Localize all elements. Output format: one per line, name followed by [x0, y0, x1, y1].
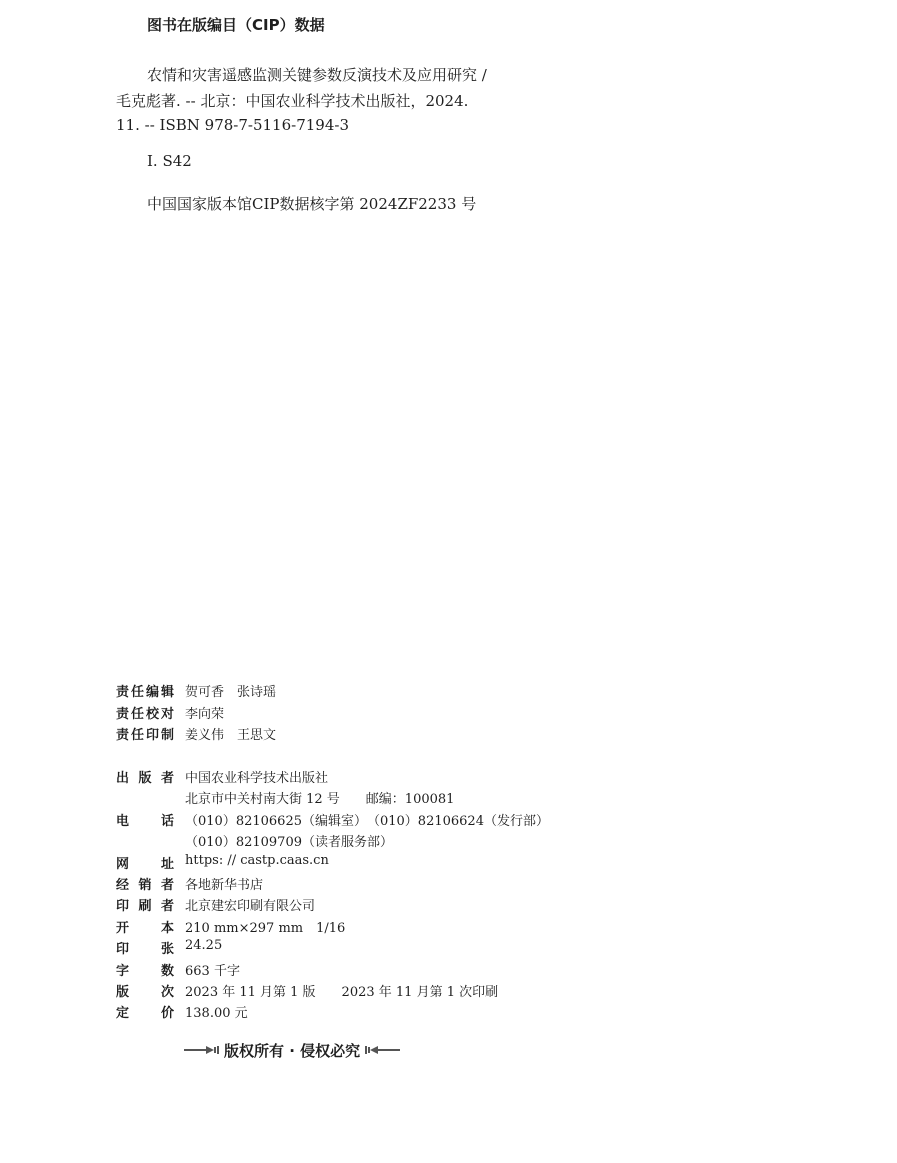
price-label: 定价	[116, 1006, 174, 1021]
copyright-text: 版权所有 · 侵权必究	[224, 1041, 361, 1060]
phone-value: （010）82106625（编辑室） （010）82106624（发行部）	[185, 814, 549, 829]
words-value: 663 千字	[185, 964, 240, 979]
distributor-label: 经销者	[116, 878, 174, 893]
edition-value: 2023 年 11 月第 1 版 2023 年 11 月第 1 次印刷	[185, 985, 499, 1000]
credit-label: 责任编辑	[116, 685, 174, 700]
words-label: 字数	[116, 964, 174, 979]
credit-value: 贺可香 张诗瑶	[185, 685, 277, 700]
printer-value: 北京建宏印刷有限公司	[185, 899, 316, 914]
sheets-label: 印张	[116, 942, 174, 957]
phone-value: （010）82109709（读者服务部）	[185, 835, 393, 850]
left-ornament-icon	[184, 1045, 220, 1055]
cip-verification-number: 中国国家版本馆CIP数据核字第 2024ZF2233 号	[147, 195, 477, 213]
format-value: 210 mm×297 mm 1/16	[185, 921, 346, 936]
copyright-line	[184, 1040, 400, 1060]
printer-label: 印刷者	[116, 899, 174, 914]
phone-label: 电话	[116, 814, 174, 829]
website-value: https: // castp.caas.cn	[185, 853, 329, 868]
cip-heading: 图书在版编目（CIP）数据	[147, 16, 325, 34]
format-label: 开本	[116, 921, 174, 936]
publisher-address: 北京市中关村南大街 12 号 邮编：100081	[185, 792, 455, 807]
edition-label: 版次	[116, 985, 174, 1000]
cip-isbn-line: 11. -- ISBN 978-7-5116-7194-3	[116, 116, 349, 134]
cip-classification: Ⅰ. S42	[147, 152, 192, 170]
distributor-value: 各地新华书店	[185, 878, 264, 893]
sheets-value: 24.25	[185, 938, 223, 953]
price-value: 138.00 元	[185, 1006, 248, 1021]
cip-author-line: 毛克彪著. -- 北京：中国农业科学技术出版社，2024.	[116, 92, 469, 110]
publisher-name: 中国农业科学技术出版社	[185, 771, 329, 786]
credit-value: 姜义伟 王思文	[185, 728, 277, 743]
website-label: 网址	[116, 857, 174, 872]
credit-value: 李向荣	[185, 707, 225, 722]
right-ornament-icon	[364, 1045, 400, 1055]
cip-title-line: 农情和灾害遥感监测关键参数反演技术及应用研究 /	[147, 66, 487, 84]
publisher-label: 出版者	[116, 771, 174, 786]
credit-label: 责任校对	[116, 707, 174, 722]
credit-label: 责任印制	[116, 728, 174, 743]
